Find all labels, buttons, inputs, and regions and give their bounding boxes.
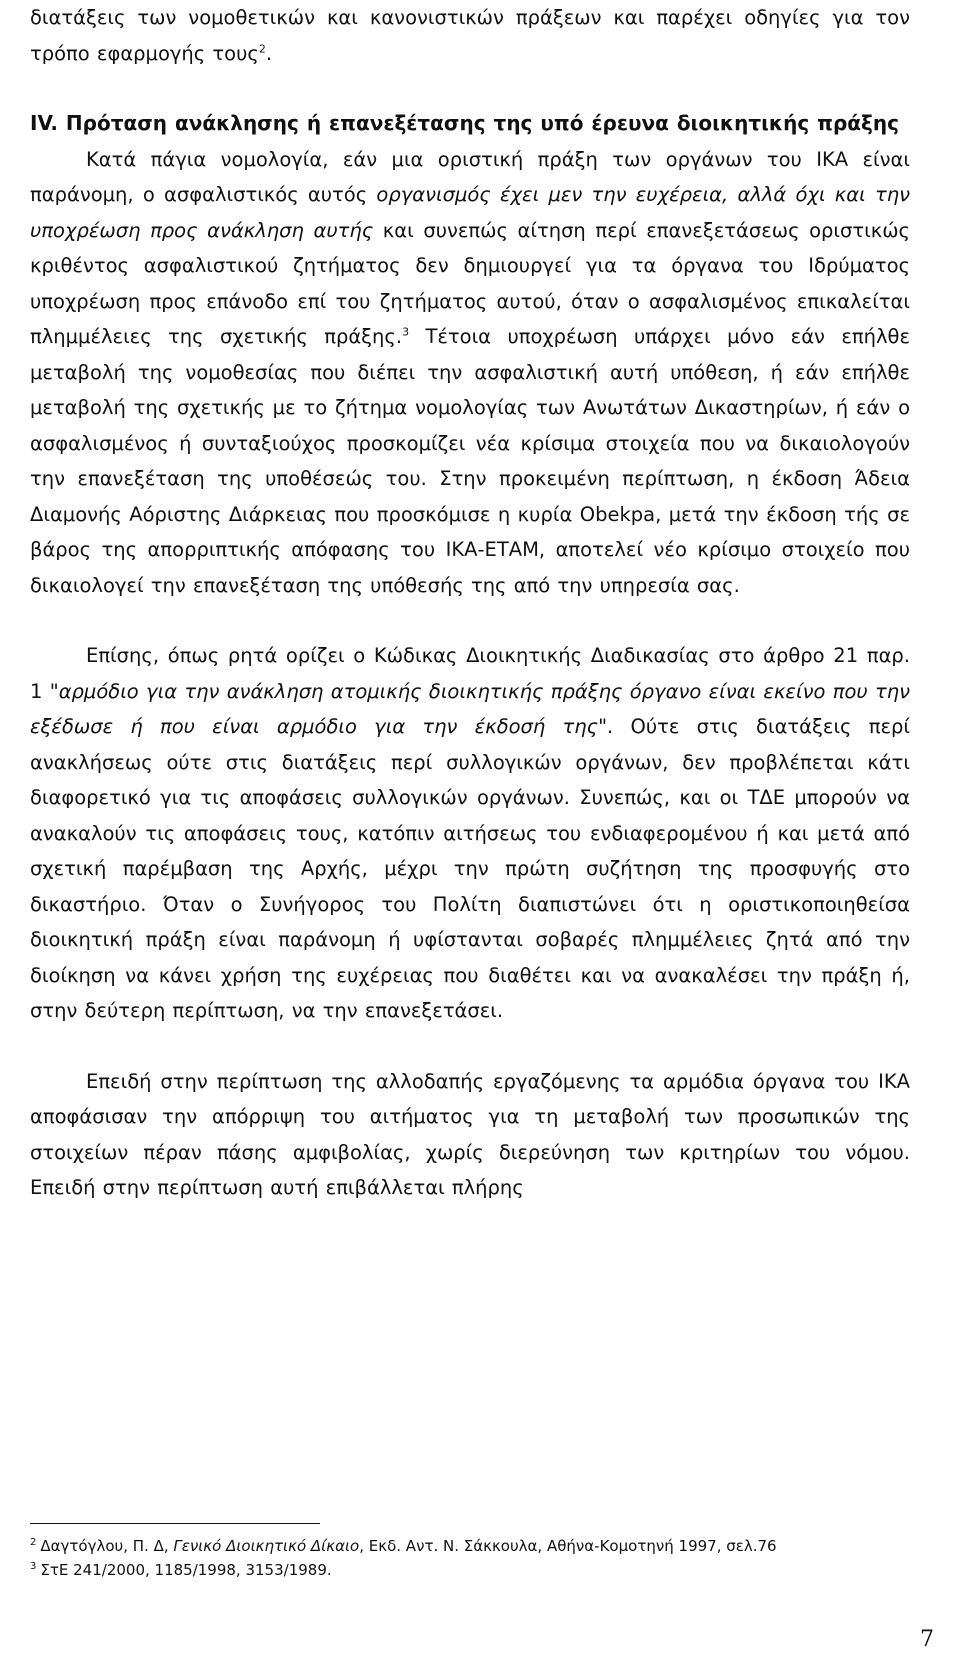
- paragraph-3: [30, 1064, 910, 1206]
- footnote-separator: [30, 1523, 320, 1524]
- footnote-mark: 3: [30, 1561, 37, 1572]
- paragraph-text: .: [265, 41, 273, 65]
- page-number: 7: [920, 1627, 934, 1652]
- paragraph-2: [30, 638, 910, 1029]
- paragraph-text: και συνεπώς αίτηση περί επανεξετάσεως οριστικώς κριθέντος ασφαλιστικού ζητήματος δεν δημιουργεί για τα όργανα του Ιδρύματος υποχρέωση προς επάνοδο επί του ζητήματος αυτού, όταν ο ασφαλισμένος επικαλείται πλημμέλειες της σχετικής πράξης.: [30, 218, 910, 348]
- paragraph-italic-text: οργανισμός έχει μεν την ευχέρεια, αλλά όχι και την υποχρέωση προς ανάκληση αυτής: [30, 183, 910, 242]
- paragraph-text: Επειδή στην περίπτωση της αλλοδαπής εργαζόμενης τα αρμόδια όργανα του ΙΚΑ αποφάσισαν την απόρριψη του αιτήματος για τη μεταβολή των προσωπικών της στοιχείων πέραν πάσης αμφιβολίας, χωρίς διερεύνηση των κριτηρίων του νόμου. Επειδή στην περίπτωση αυτή επιβάλλεται πλήρης: [30, 1069, 910, 1199]
- paragraph-italic-quote: "αρμόδιο για την ανάκληση ατομικής διοικητικής πράξης όργανο είναι εκείνο που την εξέδωσε ή που είναι αρμόδιο για την έκδοσή της": [30, 679, 910, 738]
- footnote-text: Δαγτόγλου, Π. Δ,: [40, 1537, 174, 1555]
- paragraph-continuation: [30, 0, 910, 71]
- footnote-mark: 2: [30, 1537, 37, 1548]
- section-heading: IV. Πρόταση ανάκλησης ή επανεξέτασης της υπό έρευνα διοικητικής πράξης: [30, 111, 899, 135]
- footnote-text: ΣτΕ 241/2000, 1185/1998, 3153/1989.: [40, 1561, 332, 1579]
- footnotes: [30, 1534, 930, 1582]
- footnote-ref-3[interactable]: 3: [402, 325, 410, 339]
- paragraph-1: [30, 142, 910, 604]
- footnote-3: [30, 1558, 930, 1582]
- footnote-2: [30, 1534, 930, 1558]
- paragraph-text: Κατά πάγια νομολογία, εάν μια οριστική πράξη των οργάνων του ΙΚΑ είναι παράνομη, ο ασφαλιστικός αυτός: [30, 147, 910, 206]
- footnote-ref-2[interactable]: 2: [258, 42, 266, 55]
- footnote-italic-title: Γενικό Διοικητικό Δίκαιο: [173, 1537, 360, 1555]
- paragraph-text: Τέτοια υποχρέωση υπάρχει μόνο εάν επήλθε μεταβολή της νομοθεσίας που διέπει την ασφαλιστική αυτή υπόθεση, ή εάν επήλθε μεταβολή της σχετικής με το ζήτημα νομολογίας των Ανωτάτων Δικαστηρίων, ή εάν ο ασφαλισμένος ή συνταξιούχος προσκομίζει νέα κρίσιμα στοιχεία που να δικαιολογούν την επανεξέταση της υποθέσεώς του. Στην προκειμένη περίπτωση, η έκδοση Άδεια Διαμονής Αόριστης Διάρκειας που προσκόμισε η κυρία Obekpa, μετά την έκδοση τής σε βάρος της απορριπτικής απόφασης του ΙΚΑ-ΕΤΑΜ, αποτελεί νέο κρίσιμο στοιχείο που δικαιολογεί την επανεξέταση της υπόθεσής της από την υπηρεσία σας.: [30, 325, 910, 597]
- paragraph-text: Επίσης, όπως ρητά ορίζει ο Κώδικας Διοικητικής Διαδικασίας στο άρθρο 21 παρ. 1: [30, 644, 910, 703]
- body-text: [30, 0, 910, 1206]
- paragraph-text: . Ούτε στις διατάξεις περί ανακλήσεως ούτε στις διατάξεις περί συλλογικών οργάνων, δεν προβλέπεται κάτι διαφορετικό για τις αποφάσεις συλλογικών οργάνων. Συνεπώς, και οι ΤΔΕ μπορούν να ανακαλούν τις αποφάσεις τους, κατόπιν αιτήσεως του ενδιαφερομένου ή και μετά από σχετική παρέμβαση της Αρχής, μέχρι την πρώτη συζήτηση της προσφυγής στο δικαστήριο. Όταν ο Συνήγορος του Πολίτη διαπιστώνει ότι η οριστικοποιηθείσα διοικητική πράξη είναι παράνομη ή υφίστανται σοβαρές πλημμέλειες ζητά από την διοίκηση να κάνει χρήση της ευχέρειας που διαθέτει και να ανακαλέσει την πράξη ή, στην δεύτερη περίπτωση, να την επανεξετάσει.: [30, 715, 910, 1022]
- footnote-text: , Εκδ. Αντ. Ν. Σάκκουλα, Αθήνα-Κομοτηνή 1997, σελ.76: [359, 1537, 777, 1555]
- paragraph-text: διατάξεις των νομοθετικών και κανονιστικών πράξεων και παρέχει οδηγίες για τον τρόπο εφαρμογής τους: [30, 6, 910, 65]
